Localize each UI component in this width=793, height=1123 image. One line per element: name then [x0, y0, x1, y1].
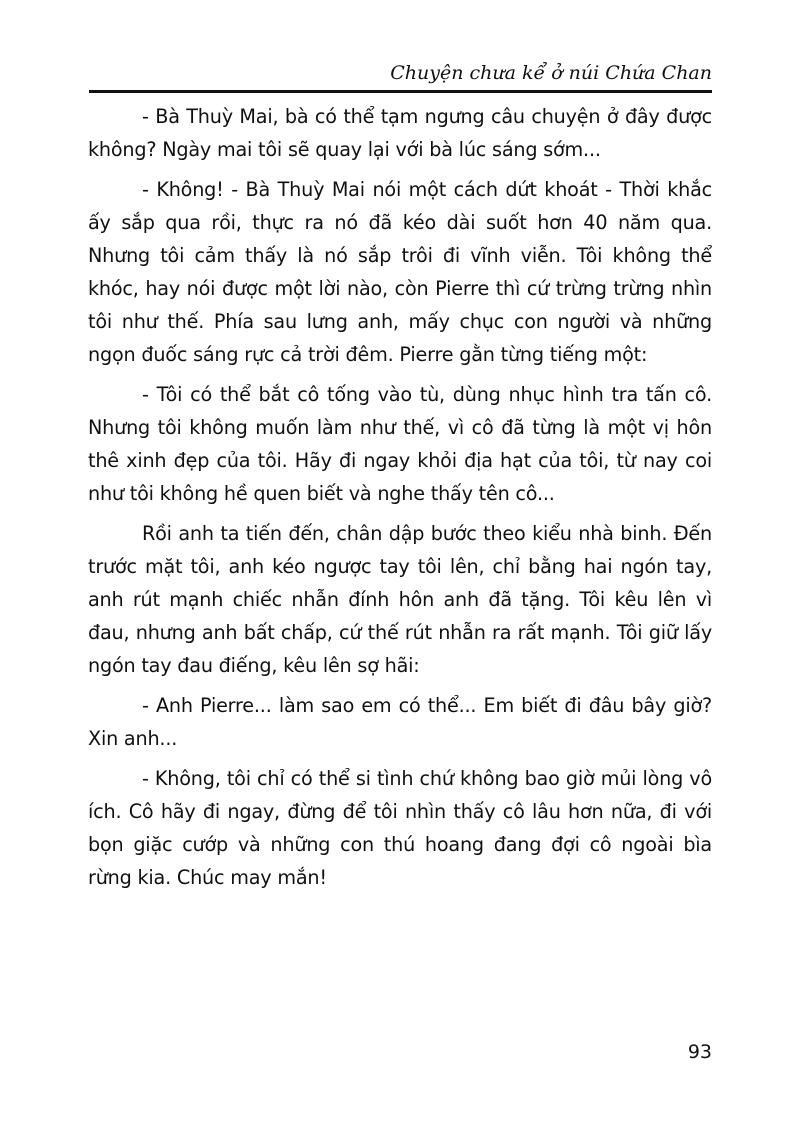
paragraph: - Không, tôi chỉ có thể si tình chứ không bao giờ mủi lòng vô ích. Cô hãy đi ngay, đừng để tôi nhìn thấy cô lâu hơn nữa, đi với bọn giặc cướp và những con thú hoang đang đợi cô ngoài bìa rừng kia. Chúc may mắn!	[88, 767, 712, 889]
body-text	[88, 100, 712, 901]
paragraph: - Tôi có thể bắt cô tống vào tù, dùng nhục hình tra tấn cô. Nhưng tôi không muốn làm như thế, vì cô đã từng là một vị hôn thê xinh đẹp của tôi. Hãy đi ngay khỏi địa hạt của tôi, từ nay coi như tôi không hề quen biết và nghe thấy tên cô...	[88, 383, 712, 505]
header-rule	[89, 90, 712, 93]
page-number: 93	[687, 1041, 712, 1063]
running-head-title: Chuyện chưa kể ở núi Chứa Chan	[390, 62, 712, 84]
paragraph: Rồi anh ta tiến đến, chân dập bước theo kiểu nhà binh. Đến trước mặt tôi, anh kéo ngược tay tôi lên, chỉ bằng hai ngón tay, anh rút mạnh chiếc nhẫn đính hôn anh đã tặng. Tôi kêu lên vì đau, nhưng anh bất chấp, cứ thế rút nhẫn ra rất mạnh. Tôi giữ lấy ngón tay đau điếng, kêu lên sợ hãi:	[88, 522, 712, 677]
paragraph: - Anh Pierre... làm sao em có thể... Em biết đi đâu bây giờ? Xin anh...	[88, 694, 712, 750]
paragraph: - Bà Thuỳ Mai, bà có thể tạm ngưng câu chuyện ở đây được không? Ngày mai tôi sẽ quay lại với bà lúc sáng sớm...	[88, 105, 712, 161]
paragraph: - Không! - Bà Thuỳ Mai nói một cách dứt khoát - Thời khắc ấy sắp qua rồi, thực ra nó đã kéo dài suốt hơn 40 năm qua. Nhưng tôi cảm thấy là nó sắp trôi đi vĩnh viễn. Tôi không thể khóc, hay nói được một lời nào, còn Pierre thì cứ trừng trừng nhìn tôi như thế. Phía sau lưng anh, mấy chục con người và những ngọn đuốc sáng rực cả trời đêm. Pierre gằn từng tiếng một:	[88, 178, 712, 366]
